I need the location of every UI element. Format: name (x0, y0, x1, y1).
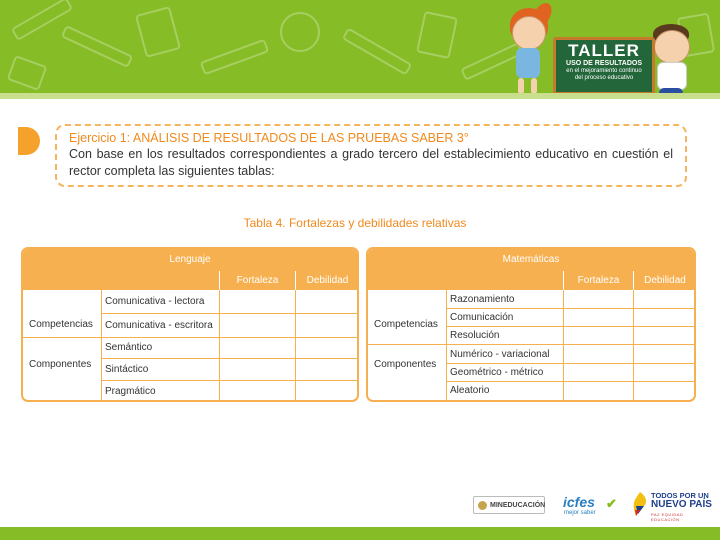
table-row-label: Resolución (450, 330, 500, 341)
table-row-label: Semántico (105, 342, 153, 353)
girl-illustration-icon (500, 4, 560, 93)
flag-shape-icon (632, 492, 648, 516)
group-label-competencias: Competencias (29, 319, 93, 330)
table-row-label: Comunicación (450, 312, 514, 323)
table-row-label: Aleatorio (450, 385, 490, 396)
paper-doodle-icon (7, 55, 48, 91)
table-subheader-blank (23, 271, 219, 290)
table-row-label: Sintáctico (105, 364, 149, 375)
table-title: Lenguaje (23, 249, 357, 271)
book-doodle-icon (416, 11, 458, 59)
pais-line1: TODOS POR UN (651, 491, 709, 500)
table-row-label: Geométrico - métrico (450, 367, 544, 378)
header-banner (0, 0, 720, 93)
lenguaje-table (21, 247, 359, 402)
column-header-fortaleza: Fortaleza (564, 271, 633, 290)
book-doodle-icon (135, 6, 181, 58)
mineducacion-logo (473, 496, 545, 514)
seal-icon (478, 501, 487, 510)
section-marker (18, 127, 40, 155)
column-header-debilidad: Debilidad (634, 271, 696, 290)
table-caption: Tabla 4. Fortalezas y debilidades relativas (243, 216, 467, 230)
check-icon: ✔ (606, 496, 617, 511)
table-row-label: Comunicativa - lectora (105, 296, 205, 307)
icfes-tagline: mejor saber (564, 510, 596, 516)
column-header-fortaleza: Fortaleza (220, 271, 295, 290)
board-subtitle-line2: en el mejoramiento continuo (566, 68, 642, 74)
exercise-title: Ejercicio 1: ANÁLISIS DE RESULTADOS DE LAS PRUEBAS SABER 3° (69, 131, 469, 145)
pais-line2: NUEVO PAÍS (651, 499, 712, 510)
pencil-doodle-icon (61, 25, 134, 68)
footer-bar (0, 527, 720, 540)
board-subtitle: USO DE RESULTADOS (566, 60, 642, 67)
column-header-debilidad: Debilidad (296, 271, 359, 290)
todos-por-un-nuevo-pais-logo (632, 490, 712, 520)
ruler-doodle-icon (342, 27, 413, 75)
exercise-instructions: Con base en los resultados correspondientes a grado tercero del establecimiento educativo en cuestión el rector completa las siguientes tablas: (69, 147, 673, 178)
table-subheader-blank (368, 271, 563, 290)
group-label-componentes: Componentes (374, 359, 437, 370)
table-row-label: Razonamiento (450, 294, 515, 305)
exercise-box (55, 124, 687, 187)
table-title: Matemáticas (368, 249, 694, 271)
board-subtitle-line3: del proceso educativo (574, 75, 634, 81)
matematicas-table (366, 247, 696, 402)
group-label-competencias: Competencias (374, 319, 438, 330)
table-row-label: Comunicativa - escritora (105, 320, 213, 331)
icfes-logo (563, 494, 619, 518)
group-label-componentes: Componentes (29, 359, 92, 370)
header-divider (0, 93, 720, 99)
taller-board (553, 37, 655, 93)
compass-doodle-icon (280, 12, 320, 52)
pencil-doodle-icon (200, 39, 270, 76)
table-row-label: Pragmático (105, 386, 156, 397)
pais-line3: PAZ EQUIDAD EDUCACIÓN (651, 512, 684, 522)
table-row-label: Numérico - variacional (450, 349, 550, 360)
board-title: TALLER (568, 41, 640, 60)
icfes-wordmark: icfes (563, 494, 595, 510)
mineducacion-text: MINEDUCACIÓN (490, 502, 546, 509)
